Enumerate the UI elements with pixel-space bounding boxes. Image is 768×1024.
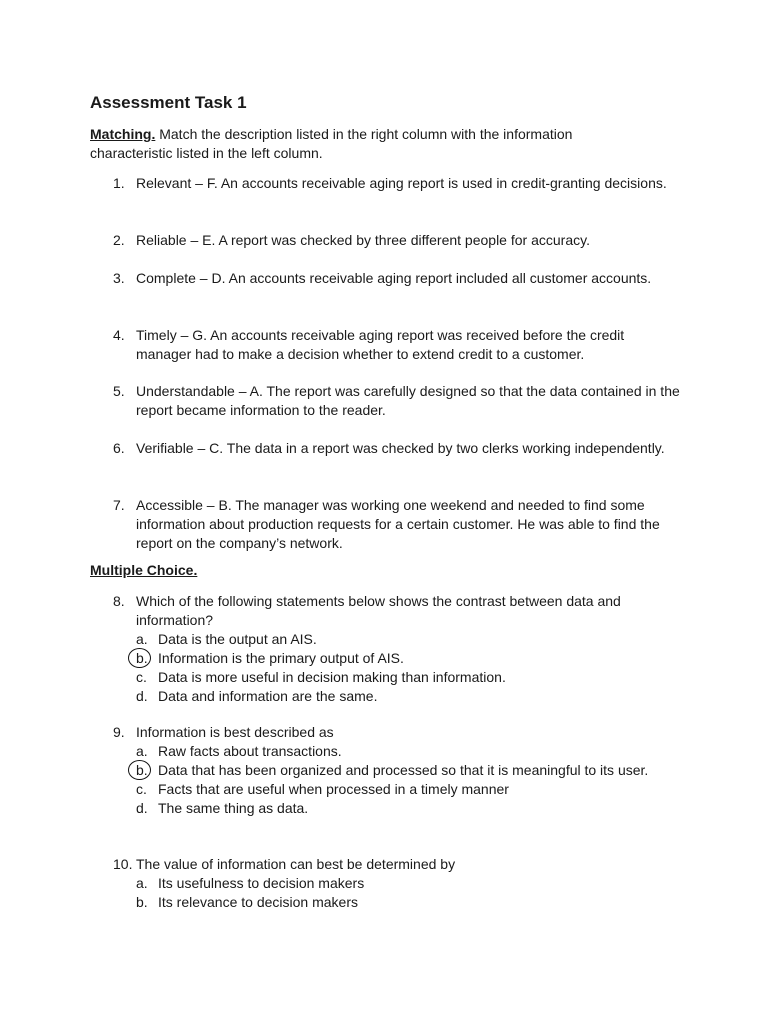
option-d[interactable] [113,799,673,818]
item-text: Timely – G. An accounts receivable aging report was received before the credit manager had to make a decision whether to extend credit to a customer. [136,327,625,362]
item-number: 4. [113,327,125,343]
item-text: Accessible – B. The manager was working one weekend and needed to find some information about production requests for a certain customer. He was able to find the report on the company’s network. [136,497,660,551]
item-number: 1. [113,175,125,191]
item-number: 6. [113,440,125,456]
item-number: 2. [113,232,125,248]
option-letter: a. [136,875,148,891]
option-a[interactable] [113,874,673,893]
option-text: Raw facts about transactions. [158,743,342,759]
option-text: Data is more useful in decision making than information. [158,669,506,685]
page-title: Assessment Task 1 [90,93,247,112]
question-number: 8. [113,593,125,609]
option-letter: a. [136,631,148,647]
option-text: Data and information are the same. [158,688,378,704]
matching-instructions [90,125,650,163]
matching-item-6 [113,439,683,458]
question-10 [113,855,673,912]
matching-item-7 [113,496,683,553]
option-letter: c. [136,669,147,685]
matching-item-5 [113,382,683,420]
option-text: Information is the primary output of AIS. [158,650,404,666]
matching-label: Matching. [90,126,156,142]
option-text: Its usefulness to decision makers [158,875,365,891]
option-letter: b. [136,894,148,910]
question-stem: Which of the following statements below shows the contrast between data and information? [136,593,621,628]
item-number: 3. [113,270,125,286]
option-text: The same thing as data. [158,800,309,816]
option-d[interactable] [113,687,673,706]
option-letter: c. [136,781,147,797]
matching-item-3 [113,269,683,288]
question-9 [113,723,673,818]
question-stem: The value of information can best be determined by [136,856,456,872]
matching-item-4 [113,326,683,364]
option-b-selected[interactable] [113,649,673,668]
option-letter: b. [136,762,148,778]
item-text: Understandable – A. The report was carefully designed so that the data contained in the report became information to the reader. [136,383,680,418]
item-text: Relevant – F. An accounts receivable aging report is used in credit-granting decisions. [136,175,667,191]
question-number: 10. [113,856,133,872]
item-text: Complete – D. An accounts receivable aging report included all customer accounts. [136,270,652,286]
matching-instructions-text: Match the description listed in the right column with the information characteristic listed in the left column. [90,126,573,161]
item-number: 5. [113,383,125,399]
question-8 [113,592,673,706]
option-letter: d. [136,800,148,816]
option-a[interactable] [113,742,673,761]
option-b[interactable] [113,893,673,912]
option-letter: b. [136,650,148,666]
option-text: Data is the output an AIS. [158,631,317,647]
multiple-choice-heading: Multiple Choice. [90,562,198,578]
option-letter: a. [136,743,148,759]
option-a[interactable] [113,630,673,649]
question-stem: Information is best described as [136,724,334,740]
item-number: 7. [113,497,125,513]
matching-item-2 [113,231,683,250]
option-text: Facts that are useful when processed in a timely manner [158,781,509,797]
option-list [113,742,673,818]
option-c[interactable] [113,780,673,799]
question-number: 9. [113,724,125,740]
option-list [113,874,673,912]
option-b-selected[interactable] [113,761,673,780]
option-text: Its relevance to decision makers [158,894,358,910]
option-c[interactable] [113,668,673,687]
option-letter: d. [136,688,148,704]
item-text: Reliable – E. A report was checked by three different people for accuracy. [136,232,590,248]
option-text: Data that has been organized and processed so that it is meaningful to its user. [158,762,649,778]
item-text: Verifiable – C. The data in a report was checked by two clerks working independently. [136,440,665,456]
option-list [113,630,673,706]
matching-item-1 [113,174,683,193]
